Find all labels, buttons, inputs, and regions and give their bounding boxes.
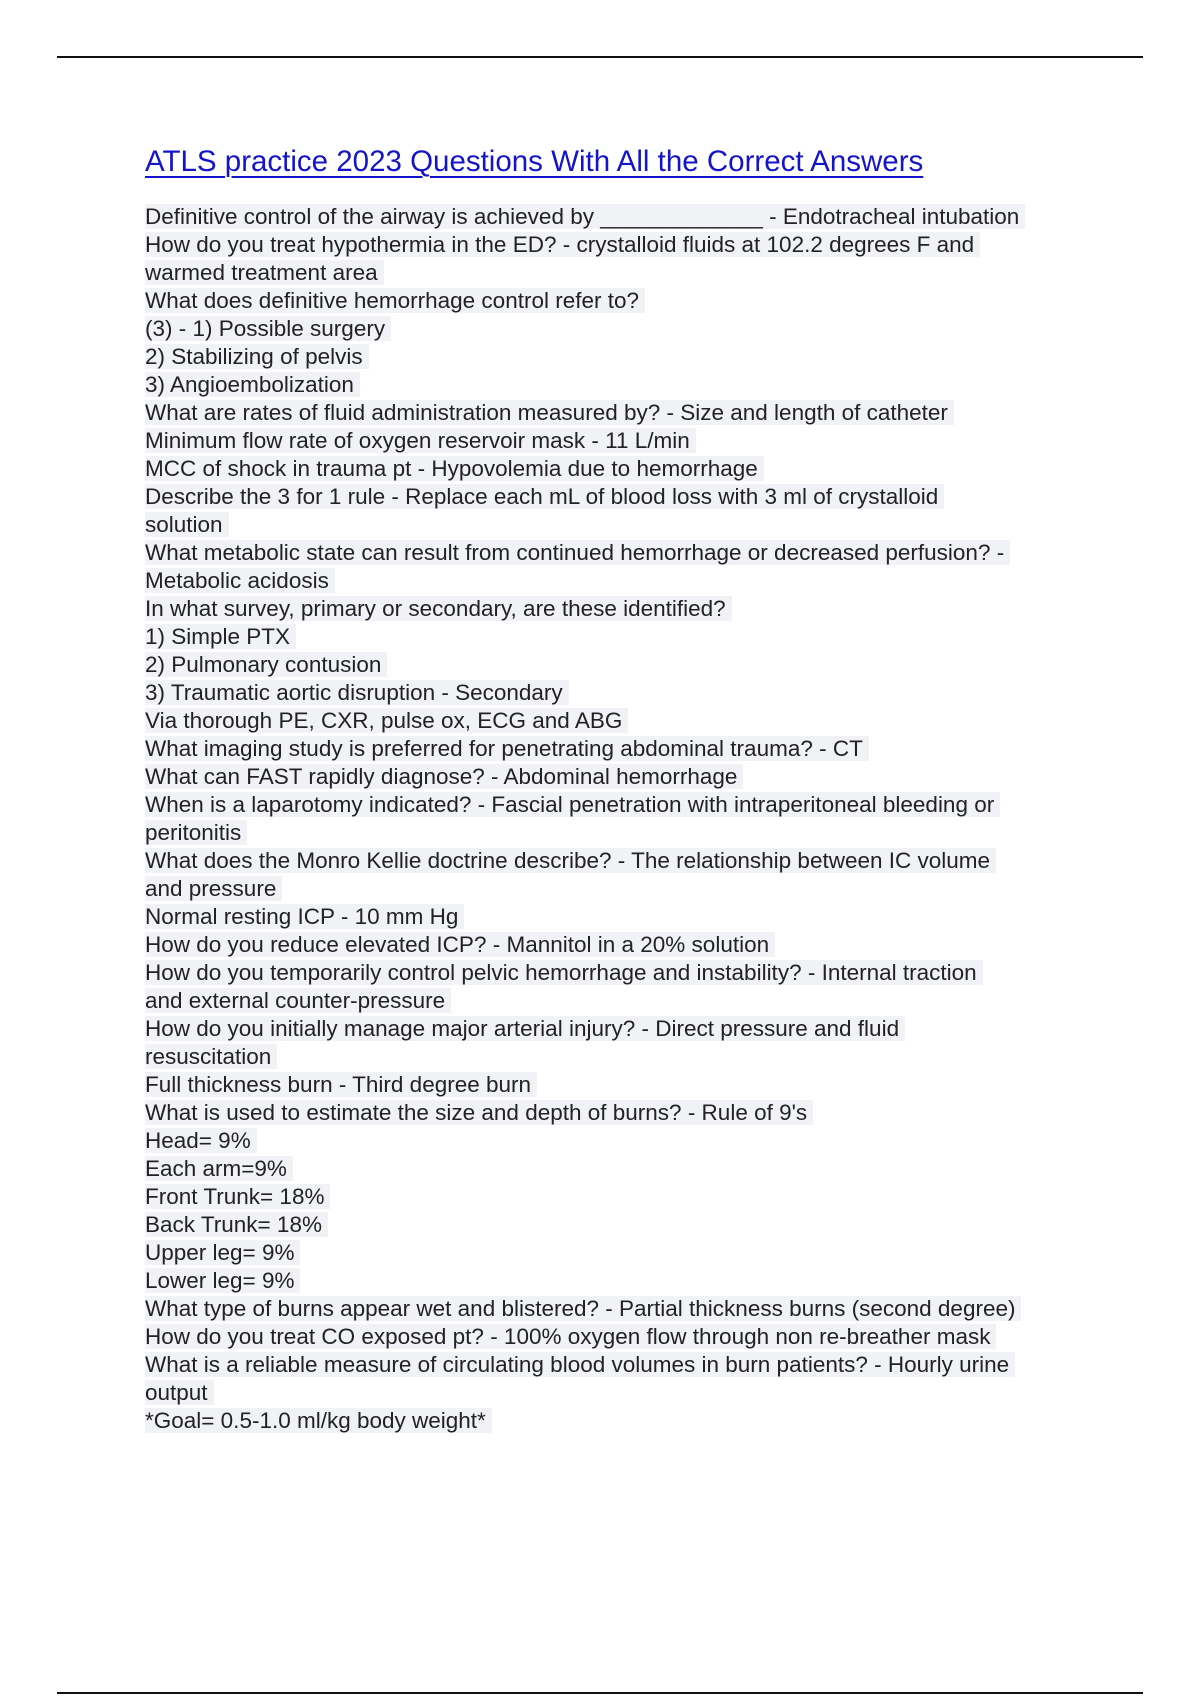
qa-line-text: and external counter-pressure bbox=[145, 988, 451, 1013]
qa-line bbox=[145, 1351, 1145, 1379]
qa-line-text: Via thorough PE, CXR, pulse ox, ECG and ABG bbox=[145, 708, 628, 733]
qa-line-text: Minimum flow rate of oxygen reservoir mask - 11 L/min bbox=[145, 428, 696, 453]
qa-line-text: What does the Monro Kellie doctrine describe? - The relationship between IC volume bbox=[145, 848, 996, 873]
qa-line bbox=[145, 287, 1145, 315]
qa-line-text: Back Trunk= 18% bbox=[145, 1212, 328, 1237]
qa-line-text: peritonitis bbox=[145, 820, 247, 845]
qa-line bbox=[145, 1071, 1145, 1099]
qa-line bbox=[145, 203, 1145, 231]
qa-line bbox=[145, 427, 1145, 455]
qa-line bbox=[145, 623, 1145, 651]
qa-line-text: What is used to estimate the size and depth of burns? - Rule of 9's bbox=[145, 1100, 813, 1125]
qa-line bbox=[145, 315, 1145, 343]
qa-line-text: What is a reliable measure of circulating blood volumes in burn patients? - Hourly urine bbox=[145, 1352, 1015, 1377]
qa-line-text: When is a laparotomy indicated? - Fascial penetration with intraperitoneal bleeding or bbox=[145, 792, 1000, 817]
qa-line-text: Normal resting ICP - 10 mm Hg bbox=[145, 904, 464, 929]
qa-line bbox=[145, 1155, 1145, 1183]
qa-line bbox=[145, 651, 1145, 679]
qa-line bbox=[145, 483, 1145, 511]
qa-line bbox=[145, 819, 1145, 847]
qa-line-text: 1) Simple PTX bbox=[145, 624, 296, 649]
qa-line bbox=[145, 511, 1145, 539]
qa-line bbox=[145, 707, 1145, 735]
qa-line-text: *Goal= 0.5-1.0 ml/kg body weight* bbox=[145, 1408, 492, 1433]
qa-line-text: Describe the 3 for 1 rule - Replace each mL of blood loss with 3 ml of crystalloid bbox=[145, 484, 944, 509]
qa-line bbox=[145, 371, 1145, 399]
qa-line bbox=[145, 875, 1145, 903]
qa-line bbox=[145, 1211, 1145, 1239]
qa-line bbox=[145, 455, 1145, 483]
qa-line-text: What does definitive hemorrhage control refer to? bbox=[145, 288, 645, 313]
qa-line-text: warmed treatment area bbox=[145, 260, 384, 285]
qa-line-text: How do you treat CO exposed pt? - 100% oxygen flow through non re-breather mask bbox=[145, 1324, 996, 1349]
qa-line-text: resuscitation bbox=[145, 1044, 277, 1069]
qa-line bbox=[145, 343, 1145, 371]
qa-line-text: 3) Traumatic aortic disruption - Secondary bbox=[145, 680, 569, 705]
qa-line-text: How do you reduce elevated ICP? - Mannitol in a 20% solution bbox=[145, 932, 775, 957]
qa-line-text: 2) Pulmonary contusion bbox=[145, 652, 387, 677]
qa-line-text: output bbox=[145, 1380, 214, 1405]
qa-line-text: Lower leg= 9% bbox=[145, 1268, 300, 1293]
qa-line-text: What are rates of fluid administration measured by? - Size and length of catheter bbox=[145, 400, 954, 425]
qa-line-text: Upper leg= 9% bbox=[145, 1240, 300, 1265]
qa-line-text: What can FAST rapidly diagnose? - Abdominal hemorrhage bbox=[145, 764, 743, 789]
qa-line bbox=[145, 931, 1145, 959]
qa-line bbox=[145, 679, 1145, 707]
qa-line bbox=[145, 1015, 1145, 1043]
qa-line-text: How do you treat hypothermia in the ED? - crystalloid fluids at 102.2 degrees F and bbox=[145, 232, 980, 257]
qa-line bbox=[145, 1183, 1145, 1211]
qa-line bbox=[145, 847, 1145, 875]
qa-line-text: How do you temporarily control pelvic hemorrhage and instability? - Internal traction bbox=[145, 960, 983, 985]
qa-line bbox=[145, 1267, 1145, 1295]
qa-line-text: In what survey, primary or secondary, are these identified? bbox=[145, 596, 732, 621]
qa-line-text: What type of burns appear wet and blistered? - Partial thickness burns (second degree) bbox=[145, 1296, 1021, 1321]
qa-line bbox=[145, 959, 1145, 987]
qa-line-text: What metabolic state can result from continued hemorrhage or decreased perfusion? - bbox=[145, 540, 1010, 565]
qa-line-text: Metabolic acidosis bbox=[145, 568, 335, 593]
qa-line-text: MCC of shock in trauma pt - Hypovolemia due to hemorrhage bbox=[145, 456, 764, 481]
qa-line bbox=[145, 791, 1145, 819]
qa-line-text: 3) Angioembolization bbox=[145, 372, 360, 397]
qa-line bbox=[145, 595, 1145, 623]
qa-line bbox=[145, 231, 1145, 259]
qa-line-text: Full thickness burn - Third degree burn bbox=[145, 1072, 537, 1097]
qa-line bbox=[145, 259, 1145, 287]
qa-line bbox=[145, 735, 1145, 763]
qa-content bbox=[145, 203, 1145, 1435]
qa-line bbox=[145, 1407, 1145, 1435]
qa-line bbox=[145, 567, 1145, 595]
qa-line-text: Front Trunk= 18% bbox=[145, 1184, 330, 1209]
header-rule bbox=[57, 56, 1143, 58]
qa-line-text: Definitive control of the airway is achieved by _____________ - Endotracheal intubation bbox=[145, 204, 1025, 229]
qa-line-text: How do you initially manage major arterial injury? - Direct pressure and fluid bbox=[145, 1016, 905, 1041]
qa-line bbox=[145, 1043, 1145, 1071]
qa-line bbox=[145, 1099, 1145, 1127]
qa-line bbox=[145, 903, 1145, 931]
qa-line bbox=[145, 399, 1145, 427]
qa-line bbox=[145, 1379, 1145, 1407]
qa-line-text: (3) - 1) Possible surgery bbox=[145, 316, 391, 341]
qa-line bbox=[145, 1127, 1145, 1155]
qa-line-text: Head= 9% bbox=[145, 1128, 257, 1153]
qa-line bbox=[145, 987, 1145, 1015]
qa-line bbox=[145, 1323, 1145, 1351]
qa-line bbox=[145, 1295, 1145, 1323]
qa-line-text: Each arm=9% bbox=[145, 1156, 293, 1181]
qa-line-text: 2) Stabilizing of pelvis bbox=[145, 344, 369, 369]
document-title: ATLS practice 2023 Questions With All the Correct Answers bbox=[145, 145, 924, 178]
footer-rule bbox=[57, 1692, 1143, 1694]
qa-line-text: What imaging study is preferred for penetrating abdominal trauma? - CT bbox=[145, 736, 869, 761]
qa-line-text: solution bbox=[145, 512, 229, 537]
qa-line bbox=[145, 763, 1145, 791]
qa-line bbox=[145, 1239, 1145, 1267]
qa-line bbox=[145, 539, 1145, 567]
qa-line-text: and pressure bbox=[145, 876, 282, 901]
